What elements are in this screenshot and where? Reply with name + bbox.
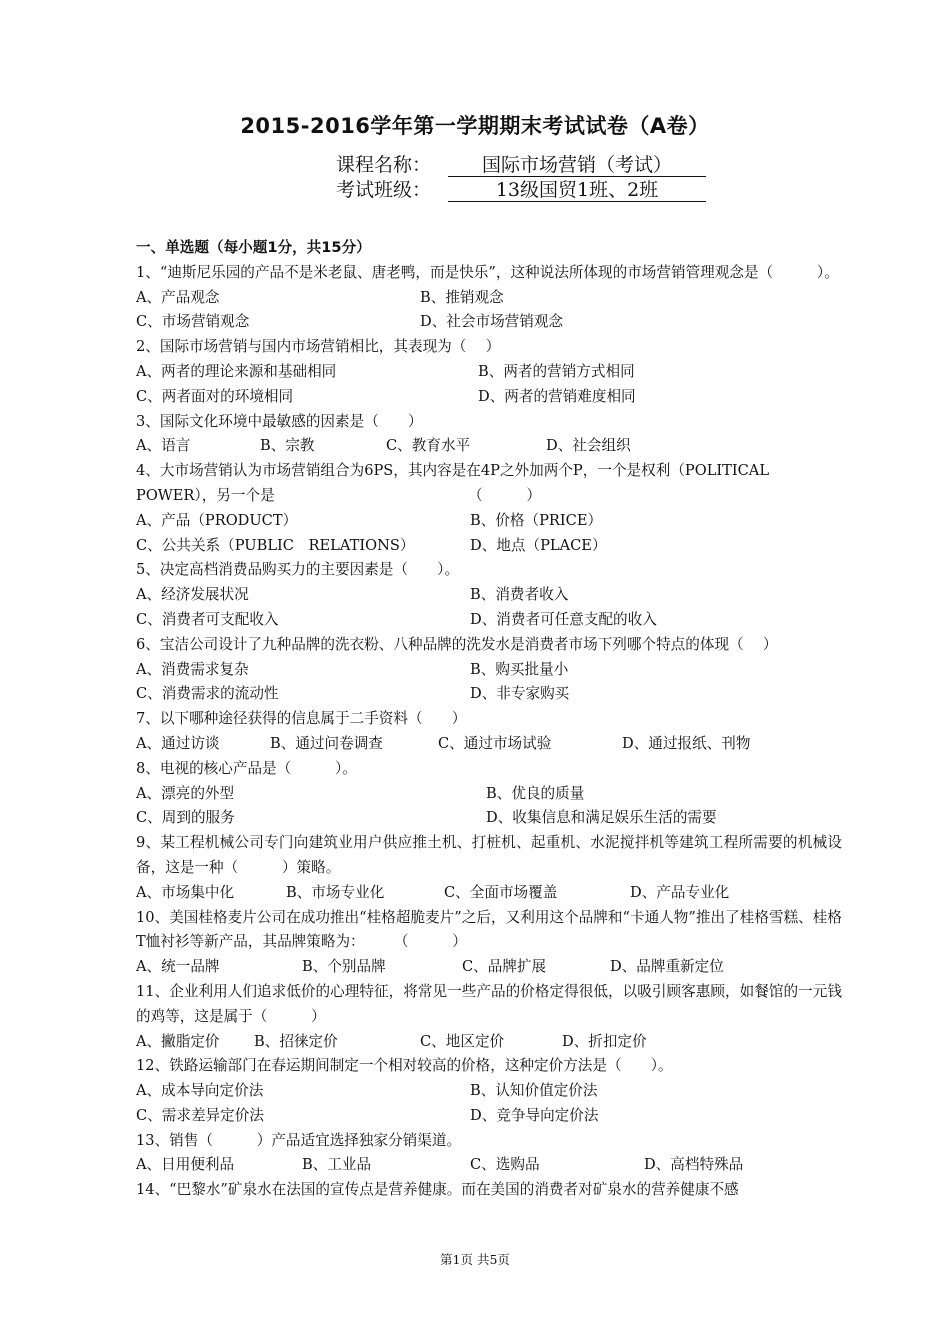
options-row — [136, 509, 842, 534]
question-2: 2、国际市场营销与国内市场营销相比，其表现为（ ） — [136, 338, 501, 356]
answer-blank: （ ） — [468, 486, 541, 504]
options-row — [136, 682, 842, 707]
course-name-row — [336, 150, 706, 177]
options-row — [136, 286, 842, 311]
option-a: A、统一品牌 — [136, 958, 220, 976]
option-b: B、招徕定价 — [254, 1032, 338, 1050]
option-a: A、通过访谈 — [136, 734, 220, 752]
option-b: B、工业品 — [302, 1156, 372, 1174]
option-b: B、个别品牌 — [302, 958, 386, 976]
options-row — [136, 658, 842, 683]
question-14: 14、“巴黎水”矿泉水在法国的宣传点是营养健康。而在美国的消费者对矿泉水的营养健康不感 — [136, 1181, 739, 1199]
options-row — [136, 1153, 842, 1178]
question-3: 3、国际文化环境中最敏感的因素是（ ） — [136, 412, 423, 430]
option-a: A、消费需求复杂 — [136, 660, 249, 678]
option-c: C、消费者可支配收入 — [136, 610, 279, 628]
option-b: B、推销观念 — [420, 288, 504, 306]
option-b: B、通过问卷调查 — [270, 734, 383, 752]
question-11: 11、企业利用人们追求低价的心理特征，将常见一些产品的价格定得很低，以吸引顾客惠顾，如餐馆的一元钱的鸡等，这是属于（ ） — [136, 982, 842, 1025]
course-label: 课程名称： — [336, 154, 432, 176]
option-c: C、品牌扩展 — [462, 958, 547, 976]
option-a: A、日用便利品 — [136, 1156, 235, 1174]
option-a: A、撇脂定价 — [136, 1032, 220, 1050]
option-c: C、选购品 — [470, 1156, 540, 1174]
option-a: A、漂亮的外型 — [136, 784, 235, 802]
option-a: A、市场集中化 — [136, 883, 235, 901]
question-13: 13、销售（ ）产品适宜选择独家分销渠道。 — [136, 1131, 462, 1149]
options-row — [136, 1079, 842, 1104]
option-c: C、全面市场覆盖 — [444, 883, 558, 901]
page-footer: 第1页 共5页 — [440, 1252, 510, 1267]
question-4-line2 — [136, 484, 842, 509]
option-b: B、价格（PRICE） — [470, 511, 603, 529]
options-row — [136, 310, 842, 335]
option-d: D、高档特殊品 — [644, 1156, 744, 1174]
question-6: 6、宝洁公司设计了九种品牌的洗衣粉、八种品牌的洗发水是消费者市场下列哪个特点的体现（ ） — [136, 635, 778, 653]
option-c: C、消费需求的流动性 — [136, 685, 279, 703]
option-c: C、地区定价 — [420, 1032, 505, 1050]
option-b: B、两者的营销方式相同 — [478, 362, 635, 380]
question-12: 12、铁路运输部门在春运期间制定一个相对较高的价格，这种定价方法是（ ）。 — [136, 1057, 673, 1075]
option-b: B、优良的质量 — [486, 784, 585, 802]
options-row — [136, 732, 842, 757]
class-label: 考试班级： — [336, 179, 432, 201]
option-a: A、产品观念 — [136, 288, 220, 306]
option-c: C、通过市场试验 — [438, 734, 552, 752]
option-c: C、两者面对的环境相同 — [136, 387, 294, 405]
option-a: A、经济发展状况 — [136, 586, 249, 604]
option-b: B、市场专业化 — [286, 883, 385, 901]
option-a: A、产品（PRODUCT） — [136, 511, 298, 529]
options-row — [136, 782, 842, 807]
option-d: D、社会组织 — [546, 437, 631, 455]
exam-class-row — [336, 175, 706, 202]
option-d: D、通过报纸、刊物 — [622, 734, 751, 752]
options-row — [136, 434, 842, 459]
question-4: 4、大市场营销认为市场营销组合为6PS，其内容是在4P之外加两个P，一个是权利（POLITICAL — [136, 462, 770, 480]
question-4-stem: POWER），另一个是 — [136, 486, 275, 504]
option-a: A、两者的理论来源和基础相同 — [136, 362, 337, 380]
question-10: 10、美国桂格麦片公司在成功推出“桂格超脆麦片”之后，又利用这个品牌和“卡通人物”推出了桂格雪糕、桂格T恤衬衫等新产品，其品牌策略为： （ ） — [136, 908, 842, 951]
options-row — [136, 360, 842, 385]
option-d: D、产品专业化 — [630, 883, 730, 901]
question-8: 8、电视的核心产品是（ ）。 — [136, 759, 357, 777]
options-row — [136, 385, 842, 410]
option-d: D、非专家购买 — [470, 685, 570, 703]
question-body — [136, 236, 842, 1203]
section-heading: 一、单选题（每小题1分，共15分） — [136, 239, 371, 256]
option-d: D、地点（PLACE） — [470, 536, 607, 554]
option-d: D、社会市场营销观念 — [420, 313, 564, 331]
option-d: D、竞争导向定价法 — [470, 1106, 599, 1124]
exam-title: 2015-2016学年第一学期期末考试试卷（A卷） — [240, 114, 710, 138]
option-d: D、消费者可任意支配的收入 — [470, 610, 657, 628]
question-7: 7、以下哪种途径获得的信息属于二手资料（ ） — [136, 710, 467, 728]
option-b: B、消费者收入 — [470, 586, 569, 604]
option-d: D、品牌重新定位 — [610, 958, 724, 976]
option-a: A、语言 — [136, 437, 191, 455]
options-row — [136, 534, 842, 559]
options-row — [136, 881, 842, 906]
option-d: D、两者的营销难度相同 — [478, 387, 636, 405]
option-c: C、公共关系（PUBLIC RELATIONS） — [136, 536, 415, 554]
options-row — [136, 955, 842, 980]
option-c: C、教育水平 — [386, 437, 471, 455]
option-d: D、折扣定价 — [562, 1032, 647, 1050]
option-c: C、需求差异定价法 — [136, 1106, 264, 1124]
class-value: 13级国贸1班、2班 — [448, 179, 706, 202]
option-c: C、周到的服务 — [136, 809, 235, 827]
options-row — [136, 583, 842, 608]
option-d: D、收集信息和满足娱乐生活的需要 — [486, 809, 717, 827]
option-b: B、认知价值定价法 — [470, 1082, 598, 1100]
option-c: C、市场营销观念 — [136, 313, 250, 331]
option-b: B、宗教 — [260, 437, 315, 455]
options-row — [136, 806, 842, 831]
question-1: 1、“迪斯尼乐园的产品不是米老鼠、唐老鸭，而是快乐”，这种说法所体现的市场营销管理观念是（ ）。 — [136, 263, 839, 281]
options-row — [136, 1104, 842, 1129]
option-a: A、成本导向定价法 — [136, 1082, 264, 1100]
option-b: B、购买批量小 — [470, 660, 569, 678]
question-5: 5、决定高档消费品购买力的主要因素是（ ）。 — [136, 561, 460, 579]
options-row — [136, 1030, 842, 1055]
options-row — [136, 608, 842, 633]
course-value: 国际市场营销（考试） — [448, 154, 706, 177]
question-9: 9、某工程机械公司专门向建筑业用户供应推土机、打桩机、起重机、水泥搅拌机等建筑工程所需要的机械设备，这是一种（ ）策略。 — [136, 834, 842, 876]
